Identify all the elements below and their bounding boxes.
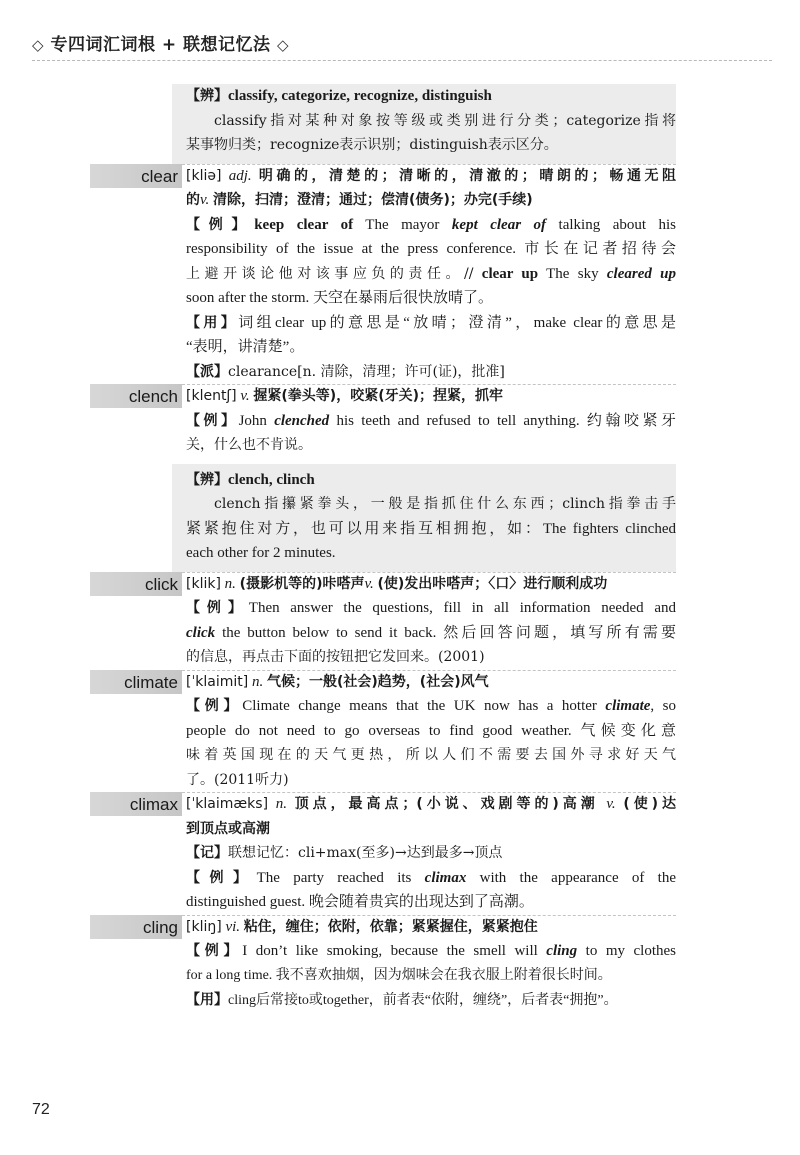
- example-label: 【例】: [186, 869, 257, 886]
- example-text: talking about his: [558, 216, 677, 233]
- example-text: , so: [650, 698, 677, 714]
- example-text: for a long time. 我不喜欢抽烟，因为烟味会在我衣服上附着很长时间。: [186, 967, 612, 983]
- distinction-box-clench: [172, 464, 676, 572]
- distinction-text: each other for 2 minutes.: [186, 545, 336, 561]
- usage-text: cling后常接to或together，前者表“依附，缠绕”，后者表“拥抱”。: [228, 993, 618, 1008]
- headword: climax: [129, 795, 178, 814]
- example-keyword: cling: [546, 943, 578, 959]
- diamond-icon: ◇: [276, 36, 290, 54]
- phonetic: [ˈklaimit]: [186, 673, 249, 690]
- example-label: 【例】: [186, 943, 243, 959]
- example-text: The sky: [546, 265, 599, 282]
- usage-text: “表明，讲清楚”。: [186, 339, 305, 355]
- distinction-box-classify: [172, 84, 676, 164]
- example-text: to my clothes: [585, 943, 676, 959]
- usage-label: 【用】: [186, 992, 228, 1008]
- definition: 清除，扫清；澄清；通过；偿清(债务)；办完(手续): [213, 192, 533, 208]
- headword: clear: [141, 166, 178, 186]
- example-text: John: [238, 412, 267, 429]
- phonetic: [ˈklaimæks]: [186, 796, 269, 812]
- entry-clench: [128, 384, 677, 464]
- example-text: people do not need to go overseas to find good weather. 气候变化意: [186, 722, 676, 739]
- example-translation: 味着英国现在的天气更热，所以人们不需要去国外寻求好天气: [186, 747, 676, 763]
- example-keyword: kept clear of: [451, 216, 547, 233]
- definition: 明确的，清楚的；清晰的，清澈的；晴朗的；畅通无阻: [258, 167, 677, 184]
- headword-tab: [90, 792, 182, 816]
- example-text: soon after the storm. 天空在暴雨后很快放晴了。: [186, 290, 494, 306]
- definition: (使)发出咔嗒声；〈口〉进行顺利成功: [377, 575, 608, 592]
- headword: climate: [124, 672, 178, 692]
- headword-tab: [90, 670, 182, 694]
- entry-cling: [143, 915, 676, 1014]
- headword: clench: [128, 387, 178, 406]
- example-text: responsibility of the issue at the press conference. 市长在记者招待会: [186, 241, 676, 257]
- definition: 到顶点或高潮: [186, 820, 270, 837]
- example-keyword: climate: [605, 698, 651, 714]
- example-label: 【例】: [186, 698, 243, 714]
- definition: (使)达: [623, 796, 677, 812]
- example-label: 【例】: [186, 412, 239, 429]
- usage-label: 【用】: [186, 314, 239, 331]
- entry-divider: [182, 164, 676, 165]
- part-of-speech: v.: [200, 192, 210, 208]
- distinction-label: 【辨】: [186, 471, 228, 488]
- entry-divider: [182, 572, 676, 573]
- entry-divider: [182, 670, 676, 671]
- example-text: distinguished guest. 晚会随着贵宾的出现达到了高潮。: [186, 894, 534, 910]
- headword-tab: [90, 384, 182, 408]
- example-text: Climate change means that the UK now has a hotter: [242, 698, 597, 714]
- definition: 顶点，最高点；(小说、戏剧等的)高潮: [294, 796, 599, 812]
- example-translation: 的信息，再点击下面的按钮把它发回来。(2001): [186, 649, 485, 665]
- example-text: with the appearance of the: [479, 869, 676, 886]
- dictionary-column: [124, 84, 677, 1014]
- header-divider: [32, 60, 772, 61]
- derivative-text: clearance[n. 清除，清理；许可(证)，批准]: [228, 363, 505, 380]
- memory-text: 联想记忆：cli+max(至多)→达到最多→顶点: [228, 845, 503, 861]
- definition: 气候；一般(社会)趋势，(社会)风气: [267, 673, 489, 690]
- example-translation: 了。(2011听力): [186, 771, 289, 788]
- distinction-words: clench, clinch: [228, 471, 315, 488]
- part-of-speech: adj.: [228, 167, 252, 184]
- entry-click: [144, 572, 677, 670]
- example-keyword: clenched: [274, 412, 330, 429]
- example-text: The party reached its: [256, 869, 412, 886]
- definition: (摄影机等的)咔嗒声: [239, 575, 365, 592]
- example-keyword: click: [186, 624, 216, 641]
- memory-label: 【记】: [186, 845, 228, 861]
- header-title-text: 专四词汇词根 + 联想记忆法: [50, 35, 271, 55]
- entry-divider: [182, 384, 676, 385]
- example-text: his teeth and refused to tell anything. 约翰咬紧牙: [336, 412, 677, 429]
- part-of-speech: v.: [240, 388, 250, 404]
- entry-climate: [124, 670, 677, 793]
- example-text: the button below to send it back. 然后回答问题，填写所有需要: [222, 624, 677, 641]
- entry-climax: [129, 792, 677, 915]
- definition: 的: [186, 192, 200, 208]
- example-text: I don’t like smoking, because the smell will: [242, 943, 538, 959]
- entry-divider: [182, 792, 676, 793]
- part-of-speech: v.: [364, 575, 374, 592]
- derivative-label: 【派】: [186, 363, 228, 380]
- phonetic: [klik]: [186, 575, 221, 592]
- definition: 握紧(拳头等)，咬紧(牙关)；捏紧，抓牢: [253, 388, 503, 404]
- headword: click: [144, 574, 178, 594]
- example-text: Then answer the questions, fill in all information needed and: [248, 600, 677, 616]
- running-header: [32, 30, 772, 62]
- example-phrase: keep clear of: [254, 216, 354, 233]
- example-label: 【例】: [186, 216, 255, 233]
- entry-divider: [182, 915, 676, 916]
- example-keyword: climax: [424, 869, 467, 886]
- distinction-text: clench指攥紧拳头，一般是指抓住什么东西；clinch指拳击手: [214, 496, 676, 512]
- headword-tab: [90, 164, 182, 188]
- phonetic: [kliə]: [186, 167, 222, 184]
- example-translation: 关，什么也不肯说。: [186, 437, 312, 453]
- usage-text: 词组clear up的意思是“放晴；澄清”，make clear的意思是: [238, 314, 677, 331]
- part-of-speech: v.: [606, 796, 616, 812]
- definition: 粘住，缠住；依附，依靠；紧紧握住，紧紧抱住: [243, 918, 538, 935]
- header-title: [32, 30, 289, 55]
- distinction-words: classify, categorize, recognize, distinguish: [228, 88, 492, 104]
- part-of-speech: n.: [224, 575, 236, 592]
- example-phrase: clear up: [481, 265, 539, 282]
- part-of-speech: n.: [275, 796, 287, 812]
- part-of-speech: n.: [252, 673, 264, 690]
- phonetic: [klentʃ]: [186, 388, 237, 404]
- page-number: 72: [32, 1101, 50, 1118]
- part-of-speech: vi.: [225, 918, 241, 935]
- diamond-icon: ◇: [32, 36, 45, 54]
- phonetic: [kliŋ]: [186, 918, 222, 935]
- example-translation: 上避开谈论他对该事应负的责任。//: [186, 265, 474, 282]
- headword-tab: [90, 915, 182, 939]
- distinction-text: 紧紧抱住对方，也可以用来指互相拥抱，如：The fighters clinched: [186, 520, 676, 537]
- headword: cling: [143, 917, 178, 937]
- headword-tab: [90, 572, 182, 596]
- example-keyword: cleared up: [606, 265, 676, 282]
- entry-clear: [141, 164, 677, 385]
- example-label: 【例】: [186, 600, 249, 616]
- distinction-text: 某事物归类；recognize表示识别；distinguish表示区分。: [186, 137, 558, 153]
- distinction-text: classify指对某种对象按等级或类别进行分类；categorize指将: [214, 112, 676, 129]
- example-text: The mayor: [365, 216, 440, 233]
- distinction-label: 【辨】: [186, 88, 228, 104]
